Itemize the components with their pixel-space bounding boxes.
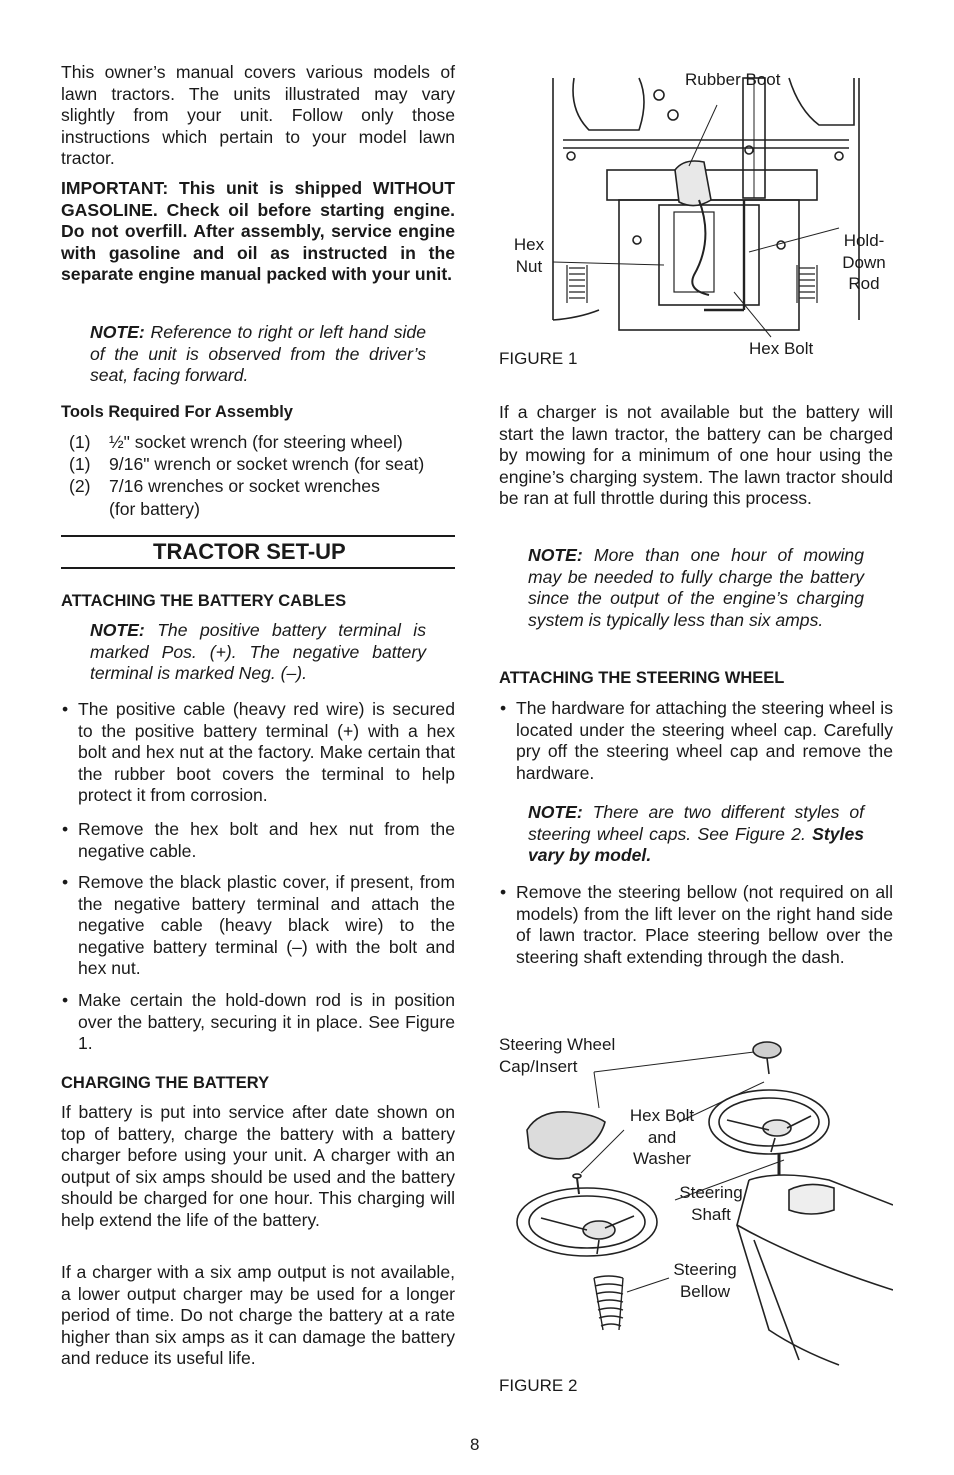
tool-text: 7/16 wrenches or socket wrenches [109,476,380,496]
note-label: NOTE: [90,322,145,342]
figure-2-caption: FIGURE 2 [499,1376,578,1395]
figure-2 [499,1030,893,1380]
charging-heading: CHARGING THE BATTERY [61,1074,270,1092]
tool-text: (for battery) [109,499,200,519]
charger-paragraph: If a charger is not available but the battery will start the lawn tractor, the battery can be charged by mowing for a minimum of one hour using the engine’s charging system. The lawn tractor should be ran at full throttle during this process. [499,402,893,509]
important-paragraph: IMPORTANT: This unit is shipped WITHOUT GASOLINE. Check oil before starting engine. Do not overfill. After assembly, service engine with gasoline and oil as instructed in the separate engine manual packed with your unit. [61,178,455,285]
label-hold-down-rod: Hold- Down Rod [842,231,886,294]
label-cap-insert: Steering Wheel Cap/Insert [499,1035,616,1076]
note-mowing [528,545,864,631]
label-hex-nut: Hex Nut [513,235,545,276]
tool-text: 9/16" wrench or socket wrench (for seat) [109,454,425,474]
list-item: • The positive cable (heavy red wire) is secured to the positive battery terminal (+) with a hex bolt and hex nut at the factory. Make certain that the rubber boot covers the terminal to help protect it from corrosion. [61,699,455,807]
note-text: The positive battery terminal is marked Pos. (+). The negative battery terminal is marked Neg. (–). [90,620,427,684]
figure-1 [499,70,893,370]
list-item: • Remove the black plastic cover, if present, from the negative battery terminal and attach the negative cable (heavy black wire) to the negative battery terminal (–) with the bolt and hex nut. [61,872,455,980]
charging-paragraph-2: If a charger with a six amp output is not available, a lower output charger may be used for a longer period of time. Do not charge the battery at a rate higher than six amps as it can damage the battery and reduce its useful life. [61,1262,455,1369]
label-steering-bellow: Steering Bellow [673,1260,737,1301]
note-label: NOTE: [528,545,583,565]
page-number: 8 [470,1435,480,1454]
note-text: There are two different styles of steering wheel caps. See Figure 2. [528,802,864,844]
label-steering-shaft: Steering Shaft [679,1183,743,1224]
tool-qty: (1) [69,432,91,452]
note-bold-text: Styles vary by model. [528,823,865,866]
section-rule-top [61,535,455,537]
tools-heading: Tools Required For Assembly [61,403,293,421]
tool-text: ½" socket wrench (for steering wheel) [109,432,403,452]
tool-qty: (2) [69,476,91,496]
figure-1-caption: FIGURE 1 [499,349,578,368]
steering-heading: ATTACHING THE STEERING WHEEL [499,669,785,687]
list-item: • Remove the hex bolt and hex nut from the negative cable. [61,819,455,862]
section-title: TRACTOR SET-UP [153,539,346,564]
list-item: • Remove the steering bellow (not required on all models) from the lift lever on the right hand side of lawn tractor. Place steering bellow over the steering shaft extending through the dash. [499,882,893,968]
list-item: • The hardware for attaching the steering wheel is located under the steering wheel cap. Carefully pry off the steering wheel cap and remove the hardware. [499,698,893,784]
note-label: NOTE: [528,802,583,822]
list-item: • Make certain the hold-down rod is in position over the battery, securing it in place. See Figure 1. [61,990,455,1055]
tool-qty: (1) [69,454,91,474]
note-text: Reference to right or left hand side of the unit is observed from the driver’s seat, facing forward. [90,322,426,386]
battery-heading: ATTACHING THE BATTERY CABLES [61,592,347,610]
note-left-right [90,322,426,387]
note-cap-styles [528,802,864,867]
section-rule-bottom [61,567,455,569]
label-hex-bolt-washer: Hex Bolt and Washer [629,1106,695,1169]
note-battery-terminals [90,620,426,685]
note-text: More than one hour of mowing may be needed to fully charge the battery since the output of the engine’s charging system is typically less than six amps. [528,545,864,630]
intro-paragraph: This owner’s manual covers various models of lawn tractors. The units illustrated may vary slightly from your unit. Follow only those instructions which pertain to your model lawn tractor. [61,62,455,169]
note-label: NOTE: [90,620,145,640]
battery-illustration [499,70,893,370]
label-hex-bolt: Hex Bolt [749,339,814,358]
label-rubber-boot: Rubber Boot [685,70,781,89]
charging-paragraph-1: If battery is put into service after date shown on top of battery, charge the battery with a battery charger before using your unit. A charger with an output of six amps should be used and the battery should be charged for one hour. This charging will help extend the life of the battery. [61,1102,455,1230]
